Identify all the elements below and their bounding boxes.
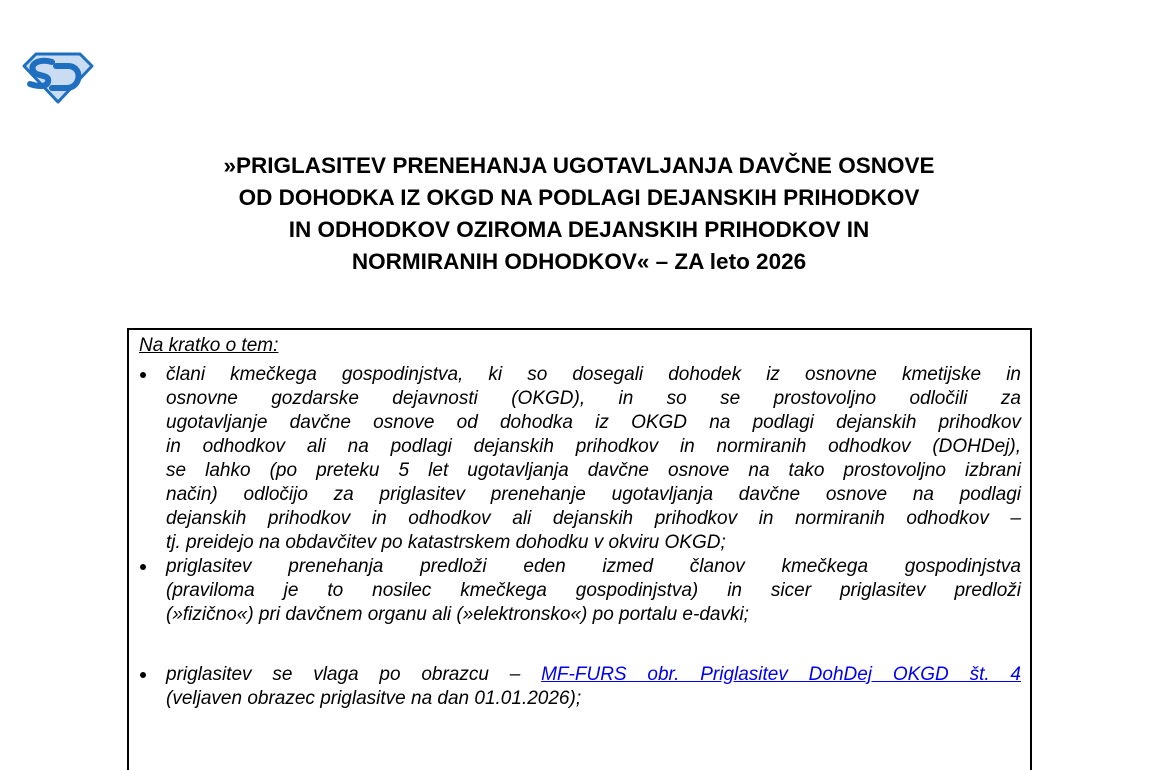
bullet-icon: [140, 672, 146, 678]
list-line: člani kmečkega gospodinjstva, ki so dosegali dohodek iz osnovne kmetijske in: [166, 364, 1021, 385]
list-line: se lahko (po preteku 5 let ugotavljanja davčne osnove na tako prostovoljno izbrani: [166, 460, 1021, 481]
list-line: (praviloma je to nosilec kmečkega gospodinjstva) in sicer priglasitev predloži: [166, 580, 1021, 601]
list-line: način) odločijo za priglasitev prenehanje ugotavljanja davčne osnove na podlagi: [166, 484, 1021, 505]
list-item: [129, 555, 1030, 627]
summary-box: [127, 328, 1032, 770]
title-line: »PRIGLASITEV PRENEHANJA UGOTAVLJANJA DAVČNE OSNOVE: [223, 153, 935, 178]
list-line: dejanskih prihodkov in odhodkov ali dejanskih prihodkov in normiranih odhodkov –: [166, 508, 1021, 529]
summary-list: [129, 363, 1030, 711]
form-link[interactable]: MF-FURS obr. Priglasitev DohDej OKGD št. 4: [541, 664, 1021, 685]
list-line: osnovne gozdarske dejavnosti (OKGD), in so se prostovoljno odločili za: [166, 388, 1021, 409]
bullet-icon: [140, 564, 146, 570]
list-line: ugotavljanje davčne osnove od dohodka iz OKGD na podlagi dejanskih prihodkov: [166, 412, 1021, 433]
document-title: [100, 150, 1058, 278]
title-line: NORMIRANIH ODHODKOV« – ZA leto 2026: [351, 249, 807, 274]
list-line: priglasitev prenehanja predloži eden izmed članov kmečkega gospodinjstva: [166, 556, 1021, 577]
summary-heading: Na kratko o tem:: [139, 335, 279, 356]
list-line: in odhodkov ali na podlagi dejanskih prihodkov in normiranih odhodkov (DOHDej),: [166, 436, 1021, 457]
list-item: [129, 363, 1030, 555]
list-text: priglasitev se vlaga po obrazcu –: [166, 664, 542, 685]
list-line: (»fizično«) pri davčnem organu ali (»elektronsko«) po portalu e-davki;: [166, 604, 749, 625]
list-line: (veljaven obrazec priglasitve na dan 01.01.2026);: [166, 688, 582, 709]
title-line: IN ODHODKOV OZIROMA DEJANSKIH PRIHODKOV IN: [288, 217, 870, 242]
logo: [22, 50, 94, 104]
bullet-icon: [140, 372, 146, 378]
shield-logo-icon: [22, 50, 94, 104]
title-line: OD DOHODKA IZ OKGD NA PODLAGI DEJANSKIH PRIHODKOV: [238, 185, 920, 210]
list-line: tj. preidejo na obdavčitev po katastrskem dohodku v okviru OKGD;: [166, 532, 726, 553]
list-item: [129, 663, 1030, 711]
list-line: [166, 663, 1021, 687]
